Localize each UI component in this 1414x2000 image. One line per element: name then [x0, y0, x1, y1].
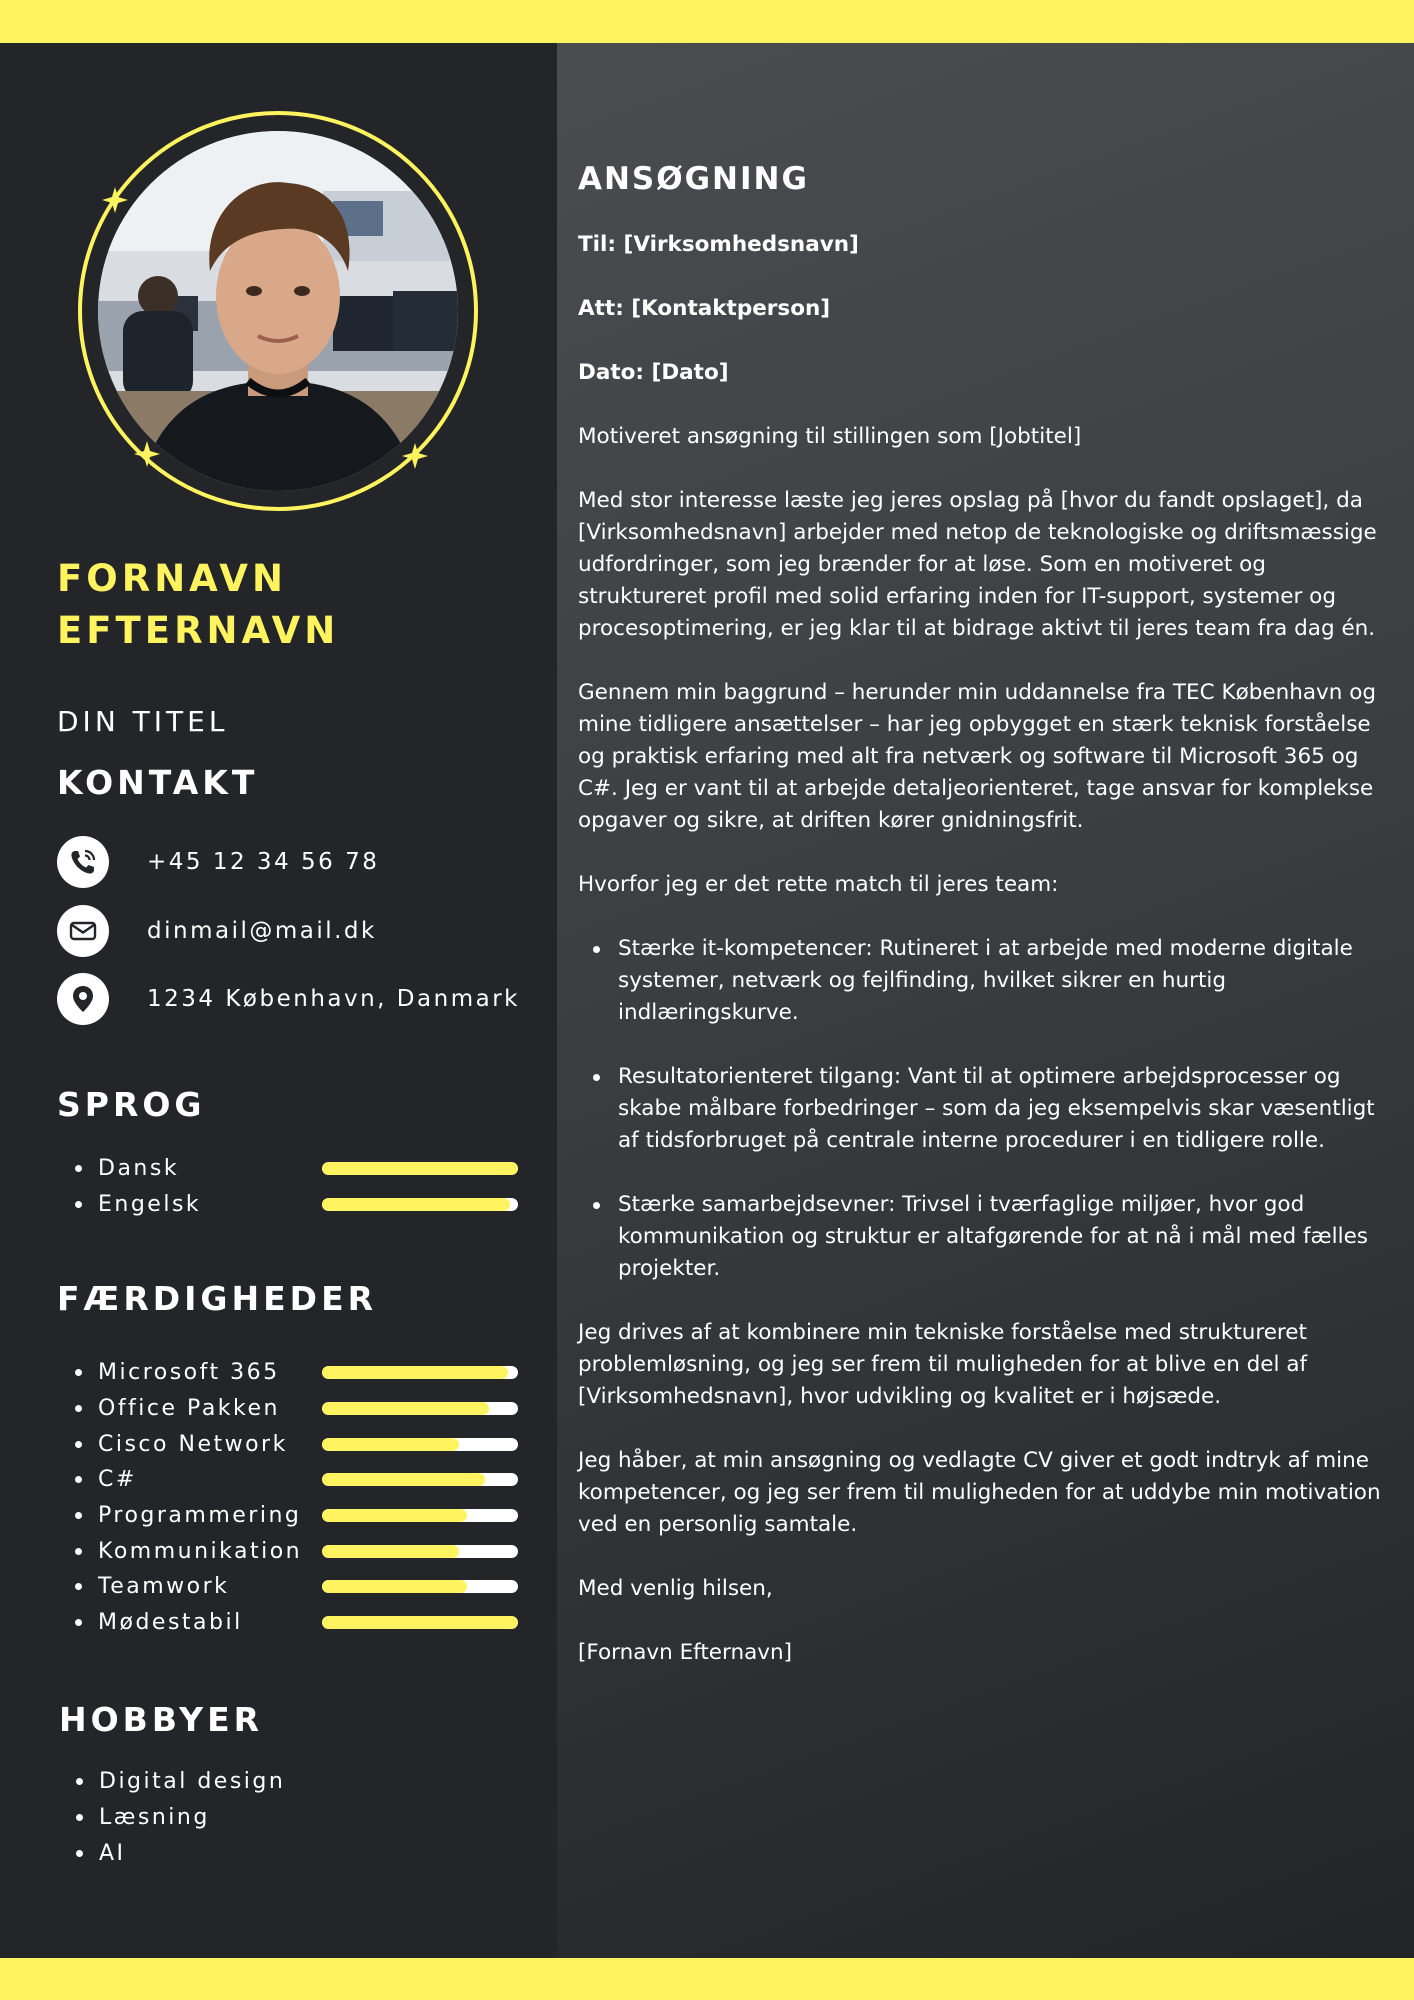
- recipient-company: Til: [Virksomhedsnavn]: [578, 232, 859, 257]
- skill-level-bar: [322, 1402, 518, 1415]
- job-title: DIN TITEL: [57, 705, 229, 738]
- bullet-dot: [75, 1512, 82, 1519]
- letter-bullet-text: Resultatorienteret tilgang: Vant til at optimere arbejdsprocesser og skabe målbare forbedringer – som da jeg eksempelvis skar væsentligt af tidsforbruget på centrale interne procedurer i en tidligere rolle.: [618, 1064, 1375, 1153]
- letter-paragraph: Gennem min baggrund – herunder min uddannelse fra TEC København og mine tidligere ansættelser – har jeg opbygget en stærk teknisk forståelse og praktisk erfaring med alt fra netværk og software til Microsoft 365 og C#. Jeg er vant til at arbejde detaljeorienteret, tage ansvar for komplekse opgaver og sikre, at driften kører gnidningsfrit.: [578, 680, 1377, 833]
- skill-item: [57, 1355, 527, 1391]
- skills-heading: FÆRDIGHEDER: [57, 1279, 378, 1318]
- hobby-item: [58, 1835, 528, 1871]
- bullet-dot: [75, 1476, 82, 1483]
- sparkle-icon: [134, 441, 160, 467]
- skill-level-bar: [322, 1438, 518, 1451]
- last-name: EFTERNAVN: [57, 609, 340, 652]
- letter-bullet-text: Stærke it-kompetencer: Rutineret i at arbejde med moderne digitale systemer, netværk og fejlfinding, hvilket sikrer en hurtig indlæringskurve.: [618, 936, 1353, 1025]
- skill-level-fill: [322, 1473, 485, 1486]
- hobbies-list: [58, 1763, 528, 1871]
- recipient-contact: Att: [Kontaktperson]: [578, 296, 831, 321]
- skill-label: Engelsk: [98, 1192, 202, 1218]
- hobby-item: [58, 1799, 528, 1835]
- bullet-dot: [593, 946, 600, 953]
- bullet-dot: [593, 1074, 600, 1081]
- skill-level-bar: [322, 1580, 518, 1593]
- skill-label: C#: [98, 1467, 137, 1493]
- first-name: FORNAVN: [57, 557, 287, 600]
- sparkle-icon: [102, 187, 128, 213]
- skill-label: Kommunikation: [98, 1538, 303, 1564]
- skill-item: [57, 1605, 527, 1641]
- skill-label: Mødestabil: [98, 1610, 243, 1636]
- skill-label: Programmering: [98, 1503, 302, 1529]
- skill-level-bar: [322, 1366, 518, 1379]
- skill-label: Teamwork: [98, 1574, 230, 1600]
- top-accent-band: [0, 0, 1414, 43]
- letter-paragraph: Med stor interesse læste jeg jeres opslag på [hvor du fandt opslaget], da [Virksomhedsnavn] arbejder med netop de teknologiske og driftsmæssige udfordringer, som jeg brænder for at løse. Som en motiveret og struktureret profil med solid erfaring inden for IT-support, systemer og procesoptimering, er jeg klar til at bidrage aktivt til jeres team fra dag én.: [578, 488, 1377, 641]
- letter-bullet-text: Stærke samarbejdsevner: Trivsel i tværfaglige miljøer, hvor god kommunikation og struktur er altafgørende for at nå i mål med fælles projekter.: [618, 1192, 1369, 1281]
- bullet-dot: [76, 1850, 83, 1857]
- profile-photo: [78, 111, 478, 511]
- bullet-dot: [75, 1405, 82, 1412]
- skill-level-bar: [322, 1616, 518, 1629]
- letter-bullet: [578, 1061, 1398, 1157]
- letter-heading: ANSØGNING: [578, 161, 809, 197]
- hobby-label: AI: [99, 1840, 126, 1866]
- letter-bullet-list: [578, 933, 1398, 1285]
- bottom-accent-band: [0, 1958, 1414, 2000]
- skill-level-fill: [322, 1545, 459, 1558]
- bullet-dot: [75, 1369, 82, 1376]
- skill-level-bar: [322, 1198, 518, 1211]
- letter-paragraph: Jeg håber, at min ansøgning og vedlagte CV giver et godt indtryk af mine kompetencer, og jeg ser frem til muligheden for at uddybe min motivation ved en personlig samtale.: [578, 1448, 1381, 1537]
- sparkle-icon: [402, 443, 428, 469]
- skill-level-fill: [322, 1616, 518, 1629]
- skill-label: Cisco Network: [98, 1431, 288, 1457]
- email-address: dinmail@mail.dk: [147, 918, 377, 944]
- sidebar: [0, 43, 557, 1958]
- mail-icon: [57, 905, 109, 957]
- skill-level-fill: [322, 1580, 467, 1593]
- skill-item: [57, 1187, 527, 1223]
- skill-level-bar: [322, 1473, 518, 1486]
- skill-label: Microsoft 365: [98, 1360, 280, 1386]
- hobby-label: Læsning: [99, 1804, 210, 1830]
- person-name: [57, 553, 527, 657]
- profile-photo-image: [98, 131, 458, 491]
- languages-heading: SPROG: [57, 1085, 206, 1124]
- bullet-dot: [75, 1619, 82, 1626]
- contact-phone: [57, 836, 537, 888]
- bullet-dot: [75, 1441, 82, 1448]
- bullet-dot: [75, 1548, 82, 1555]
- skill-item: [57, 1533, 527, 1569]
- skill-level-bar: [322, 1509, 518, 1522]
- bullet-dot: [593, 1202, 600, 1209]
- bullet-dot: [76, 1814, 83, 1821]
- letter-paragraph: Jeg drives af at kombinere min tekniske forståelse med struktureret problemløsning, og jeg ser frem til muligheden for at blive en del af [Virksomhedsnavn], hvor udvikling og kvalitet er i højsæde.: [578, 1320, 1308, 1409]
- skill-level-bar: [322, 1545, 518, 1558]
- contact-heading: KONTAKT: [57, 763, 259, 802]
- letter-date: Dato: [Dato]: [578, 360, 729, 385]
- letter-panel: [557, 43, 1414, 1958]
- letter-signature: [Fornavn Efternavn]: [578, 1640, 793, 1665]
- hobbies-heading: HOBBYER: [59, 1700, 264, 1739]
- letter-why-intro: Hvorfor jeg er det rette match til jeres team:: [578, 872, 1059, 897]
- skill-level-fill: [322, 1198, 510, 1211]
- letter-bullet: [578, 933, 1398, 1029]
- skill-item: [57, 1426, 527, 1462]
- skill-level-fill: [322, 1366, 508, 1379]
- skill-level-bar: [322, 1162, 518, 1175]
- contact-email: [57, 905, 537, 957]
- skill-item: [57, 1569, 527, 1605]
- bullet-dot: [76, 1778, 83, 1785]
- phone-icon: [57, 836, 109, 888]
- hobby-label: Digital design: [99, 1768, 286, 1794]
- bullet-dot: [75, 1165, 82, 1172]
- contact-location: [57, 973, 537, 1025]
- skill-label: Dansk: [98, 1156, 180, 1182]
- skill-level-fill: [322, 1509, 467, 1522]
- letter-bullet: [578, 1189, 1398, 1285]
- skill-level-fill: [322, 1162, 518, 1175]
- skills-list: [57, 1355, 527, 1641]
- bullet-dot: [75, 1583, 82, 1590]
- skill-item: [57, 1462, 527, 1498]
- hobby-item: [58, 1763, 528, 1799]
- languages-list: [57, 1151, 527, 1222]
- application-letter: [578, 143, 1398, 1701]
- location-pin-icon: [57, 973, 109, 1025]
- skill-item: [57, 1498, 527, 1534]
- location-text: 1234 København, Danmark: [147, 986, 520, 1012]
- letter-closing: Med venlig hilsen,: [578, 1576, 773, 1601]
- letter-subject: Motiveret ansøgning til stillingen som [Jobtitel]: [578, 424, 1082, 449]
- phone-number: +45 12 34 56 78: [147, 849, 380, 875]
- skill-item: [57, 1391, 527, 1427]
- skill-label: Office Pakken: [98, 1396, 280, 1422]
- skill-item: [57, 1151, 527, 1187]
- skill-level-fill: [322, 1402, 489, 1415]
- skill-level-fill: [322, 1438, 459, 1451]
- bullet-dot: [75, 1201, 82, 1208]
